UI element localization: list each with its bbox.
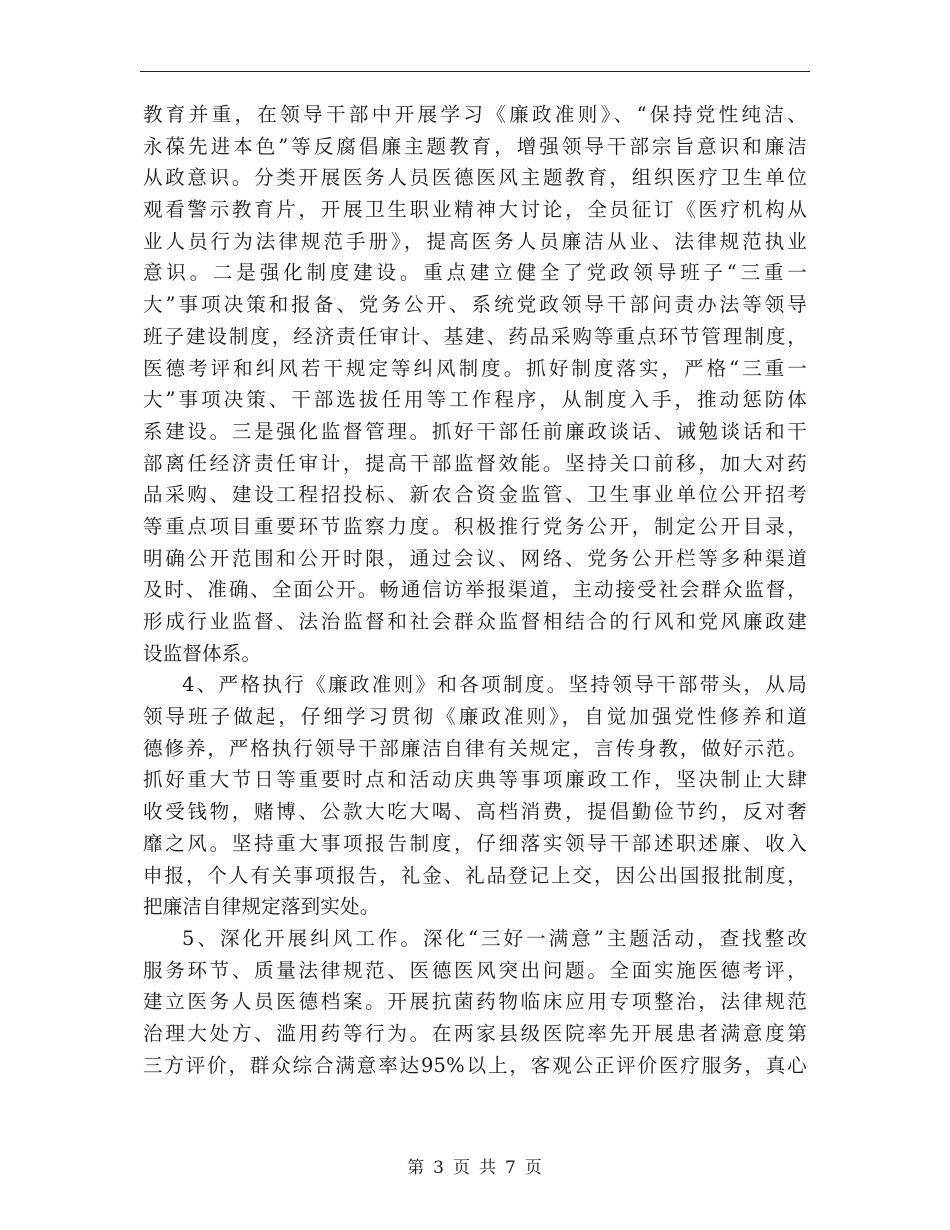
text-line: 部离任经济责任审计，提高干部监督效能。坚持关口前移，加大对药 <box>143 451 807 475</box>
page-footer <box>0 1153 950 1178</box>
text-line: 明确公开范围和公开时限，通过会议、网络、党务公开栏等多种渠道 <box>143 546 807 570</box>
text-line: 大”事项决策、干部选拔任用等工作程序，从制度入手，推动惩防体 <box>143 388 807 412</box>
footer-total-pages: 7 <box>505 1158 517 1178</box>
text-line: 大”事项决策和报备、党务公开、系统党政领导干部问责办法等领导 <box>143 293 807 317</box>
text-line: 把廉洁自律规定落到实处。 <box>143 895 380 919</box>
text-line: 申报，个人有关事项报告，礼金、礼品登记上交，因公出国报批制度， <box>143 863 807 887</box>
text-line: 服务环节、质量法律规范、医德医风突出问题。全面实施医德考评， <box>143 958 807 982</box>
footer-suffix: 页 <box>524 1158 543 1178</box>
footer-page-label: 页 <box>453 1158 471 1178</box>
text-line: 业人员行为法律规范手册》，提高医务人员廉洁从业、法律规范执业 <box>143 229 807 253</box>
text-line: 三方评价，群众综合满意率达95%以上，客观公正评价医疗服务，真心 <box>143 1053 807 1077</box>
text-line: 收受钱物，赌博、公款大吃大喝、高档消费，提倡勤俭节约，反对奢 <box>143 800 807 824</box>
text-line: 5、深化开展纠风工作。深化“三好一满意”主题活动，查找整改 <box>182 926 807 950</box>
text-line: 领导班子做起，仔细学习贯彻《廉政准则》，自觉加强党性修养和道 <box>143 705 807 729</box>
text-line: 4、严格执行《廉政准则》和各项制度。坚持领导干部带头，从局 <box>182 673 807 697</box>
text-line: 设监督体系。 <box>143 641 262 665</box>
footer-page-number: 3 <box>433 1158 445 1178</box>
text-line: 意识。二是强化制度建设。重点建立健全了党政领导班子“三重一 <box>143 261 807 285</box>
text-line: 建立医务人员医德档案。开展抗菌药物临床应用专项整治，法律规范 <box>143 990 807 1014</box>
text-line: 及时、准确、全面公开。畅通信访举报渠道，主动接受社会群众监督， <box>143 578 807 602</box>
footer-total-label: 共 <box>479 1158 497 1178</box>
text-line: 系建设。三是强化监督管理。抓好干部任前廉政谈话、诫勉谈话和干 <box>143 419 807 443</box>
text-line: 形成行业监督、法治监督和社会群众监督相结合的行风和党风廉政建 <box>143 610 807 633</box>
text-line: 从政意识。分类开展医务人员医德医风主题教育，组织医疗卫生单位 <box>143 166 807 190</box>
header-rule <box>140 71 810 72</box>
text-line: 教育并重，在领导干部中开展学习《廉政准则》、“保持党性纯洁、 <box>143 103 807 126</box>
text-line: 医德考评和纠风若干规定等纠风制度。抓好制度落实，严格“三重一 <box>143 356 807 380</box>
text-line: 永葆先进本色”等反腐倡廉主题教育，增强领导干部宗旨意识和廉洁 <box>143 134 807 158</box>
footer-prefix: 第 <box>407 1158 426 1178</box>
text-line: 靡之风。坚持重大事项报告制度，仔细落实领导干部述职述廉、收入 <box>143 831 807 855</box>
text-line: 德修养，严格执行领导干部廉洁自律有关规定，言传身教，做好示范。 <box>143 736 807 760</box>
text-line: 班子建设制度，经济责任审计、基建、药品采购等重点环节管理制度， <box>143 324 807 348</box>
text-line: 抓好重大节日等重要时点和活动庆典等事项廉政工作，坚决制止大肆 <box>143 768 807 792</box>
text-line: 观看警示教育片，开展卫生职业精神大讨论，全员征订《医疗机构从 <box>143 198 807 222</box>
text-line: 品采购、建设工程招投标、新农合资金监管、卫生事业单位公开招考 <box>143 483 807 507</box>
text-line: 等重点项目重要环节监察力度。积极推行党务公开，制定公开目录， <box>143 514 807 538</box>
text-line: 治理大处方、滥用药等行为。在两家县级医院率先开展患者满意度第 <box>143 1021 807 1045</box>
document-body <box>143 99 807 1081</box>
